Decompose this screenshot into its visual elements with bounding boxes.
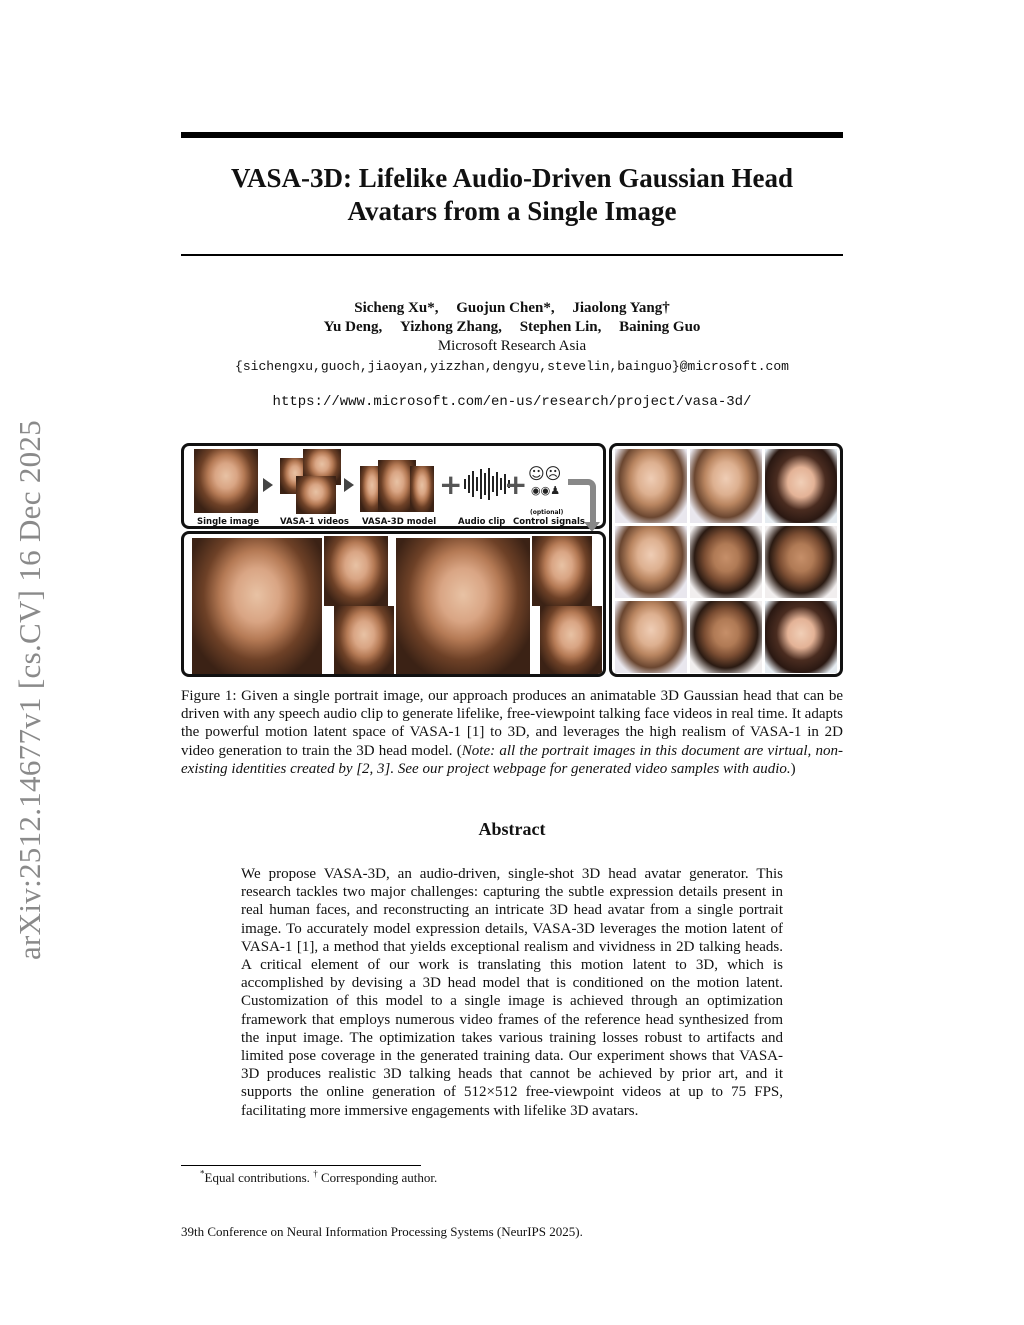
- label-single-image: Single image: [197, 517, 260, 527]
- paper-title-line-2: Avatars from a Single Image: [347, 196, 677, 226]
- paper-title: [181, 162, 843, 228]
- figure-identity-grid: [609, 443, 843, 677]
- result-portrait-large: [396, 538, 530, 674]
- label-control-signals: Control signals: [513, 517, 585, 527]
- vasa3d-model-view: [410, 466, 434, 512]
- identity-portrait: [615, 526, 687, 598]
- abstract-heading: Abstract: [478, 819, 546, 839]
- identity-portrait: [690, 601, 762, 673]
- arxiv-identifier-stamp: arXiv:2512.14677v1 [cs.CV] 16 Dec 2025: [12, 419, 47, 960]
- footnote: [200, 1170, 437, 1186]
- result-portrait-small: [540, 606, 602, 674]
- author-line-1: [181, 299, 843, 318]
- face-emoji-icon: ☺☹: [528, 464, 562, 483]
- author-name: Stephen Lin,: [519, 319, 602, 335]
- author-name: Sicheng Xu*,: [354, 300, 439, 316]
- label-vasa3d-model: VASA-3D model: [362, 517, 437, 527]
- identity-portrait: [690, 526, 762, 598]
- footnote-text: Equal contributions.: [204, 1170, 310, 1185]
- label-vasa1-videos: VASA-1 videos: [280, 517, 349, 527]
- abstract-body: We propose VASA-3D, an audio-driven, single-shot 3D head avatar generator. This research tackles two major challenges: capturing the subtle expression details present in real human faces, and reconstructing an intricate 3D head avatar from a single portrait image. To accurately model expression details, VASA-3D leverages the motion latent of VASA-1 [1], a method that yields exceptional realism and vividness in 2D talking heads. A critical element of our work is translating this motion latent to 3D, which is accomplished by devising a 3D head model that is conditioned on the motion latent. Customization of this model to a single image is achieved through an optimization framework that employs numerous video frames of the reference head synthesized from the input image. The optimization takes various training losses robust to artifacts and limited pose coverage in the generated training data. Our experiment shows that VASA-3D produces realistic 3D talking heads that cannot be achieved by prior art, and it supports the online generation of 512×512 free-viewpoint videos at up to 75 FPS, facilitating more immersive engagements with lifelike 3D avatars.: [241, 866, 783, 1119]
- project-url-link[interactable]: https://www.microsoft.com/en-us/research/project/vasa-3d/: [272, 394, 752, 410]
- author-name: Yu Deng,: [323, 319, 383, 335]
- vasa1-video-frame: [296, 476, 336, 514]
- figure-caption-note: Note: all the portrait images in this document are virtual, non-existing identities created by [2, 3]. See our project webpage for generated video samples with audio.: [181, 742, 843, 777]
- identity-portrait: [690, 449, 762, 523]
- affiliation: Microsoft Research Asia: [437, 338, 587, 354]
- result-portrait-large: [192, 538, 322, 674]
- identity-portrait: [765, 449, 837, 523]
- eye-gaze-icon: ◉◉♟: [531, 484, 561, 497]
- identity-portrait: [765, 601, 837, 673]
- author-line-2: [181, 318, 843, 337]
- label-optional: (optional): [530, 509, 564, 516]
- result-portrait-small: [334, 606, 394, 674]
- result-portrait-small: [532, 536, 592, 606]
- figure-pipeline-panel: [181, 443, 606, 529]
- result-portrait-small: [324, 536, 388, 606]
- author-name: Yizhong Zhang,: [399, 319, 502, 335]
- label-audio-clip: Audio clip: [458, 517, 506, 527]
- author-name: Jiaolong Yang†: [572, 300, 670, 316]
- single-image-portrait: [194, 449, 258, 513]
- figure-caption-lead: Figure 1: Given a single portrait image, our approach produces an animatable 3D Gaussian head that can be driven with any speech audio clip to generate lifelike, free-viewpoint talking face videos in real time. It adapts the powerful motion latent space of VASA-1 [1] to 3D, and leverages the high realism of VASA-1 in 2D video generation to train the 3D head model. (: [181, 688, 843, 759]
- title-bottom-rule: [181, 254, 843, 256]
- identity-portrait: [615, 601, 687, 673]
- paper-title-line-1: VASA-3D: Lifelike Audio-Driven Gaussian Head: [230, 163, 794, 193]
- identity-portrait: [615, 449, 687, 523]
- figure-caption-end: ): [790, 760, 796, 777]
- author-name: Guojun Chen*,: [456, 300, 555, 316]
- footnote-text: Corresponding author.: [320, 1170, 438, 1185]
- author-emails: {sichengxu,guoch,jiaoyan,yizzhan,dengyu,stevelin,bainguo}@microsoft.com: [235, 359, 789, 374]
- author-block: [181, 299, 843, 376]
- author-name: Baining Guo: [619, 319, 701, 335]
- venue-notice: 39th Conference on Neural Information Processing Systems (NeurIPS 2025).: [181, 1224, 583, 1239]
- figure-caption: [181, 687, 843, 778]
- plus-icon: +: [504, 468, 528, 501]
- footnote-rule: [181, 1165, 421, 1166]
- elbow-arrow-icon: [568, 479, 596, 525]
- figure-results-panel: [181, 531, 606, 677]
- title-top-rule: [181, 132, 843, 138]
- footnote-mark: †: [313, 1168, 318, 1179]
- right-arrow-icon: [263, 478, 273, 492]
- footnote-mark: *: [200, 1168, 205, 1179]
- identity-portrait: [765, 526, 837, 598]
- right-arrow-icon: [344, 478, 354, 492]
- plus-icon: +: [439, 468, 463, 501]
